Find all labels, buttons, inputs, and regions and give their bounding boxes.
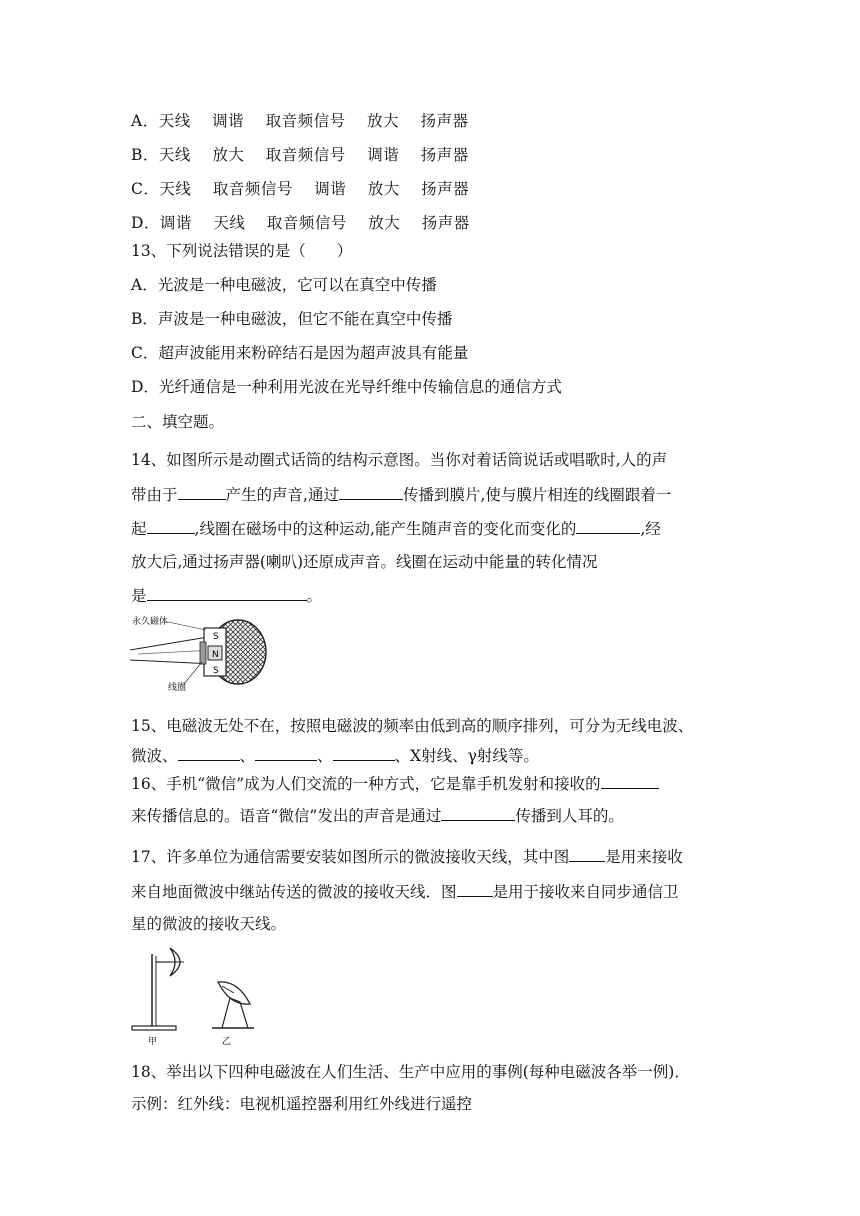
option-text: 天线	[213, 214, 246, 232]
answer-blank[interactable]	[441, 804, 515, 821]
q12-option-d	[131, 212, 470, 234]
option-text: 扬声器	[421, 180, 470, 198]
option-text: 调谐	[367, 146, 400, 164]
q13-stem: 13、下列说法错误的是（ ）	[131, 242, 353, 260]
q15-line2	[131, 744, 539, 767]
label-yi: 乙	[222, 1037, 232, 1047]
pole-n: N	[212, 650, 219, 660]
option-text: 调谐	[212, 112, 245, 130]
option-text: 调谐	[314, 180, 347, 198]
q13-option-c: C．超声波能用来粉碎结石是因为超声波具有能量	[131, 344, 469, 362]
antenna-diagram	[126, 944, 262, 1048]
text: 产生的声音,通过	[225, 486, 339, 504]
q13-option-a: A．光波是一种电磁波，它可以在真空中传播	[131, 276, 437, 294]
option-text: 取音频信号	[266, 214, 347, 232]
label-permanent-magnet: 永久磁体	[132, 617, 169, 627]
text: 、	[239, 747, 256, 765]
antenna-jia-base	[132, 1026, 176, 1030]
q14-line5	[131, 584, 322, 607]
q13-option-b: B．声波是一种电磁波，但它不能在真空中传播	[131, 310, 453, 328]
q14-line1: 14、如图所示是动圈式话筒的结构示意图。当你对着话筒说话或唱歌时,人的声	[131, 451, 668, 469]
text: 传播到人耳的。	[515, 807, 624, 825]
text: 带由于	[131, 486, 178, 504]
answer-blank[interactable]	[333, 744, 395, 761]
option-text: C．天线	[131, 180, 192, 198]
leader-coil	[184, 662, 202, 684]
text: 微波、	[131, 747, 178, 765]
pole-s-bottom: S	[213, 666, 219, 676]
answer-blank[interactable]	[147, 517, 195, 534]
label-coil: 线圈	[168, 683, 187, 693]
text: 是用来接收	[605, 848, 683, 866]
text: ,经	[640, 520, 661, 538]
microphone-diagram	[128, 612, 270, 694]
answer-blank[interactable]	[569, 845, 605, 862]
text: 是用于接收来自同步通信卫	[492, 883, 679, 901]
q13-option-d: D．光纤通信是一种利用光波在光导纤维中传输信息的通信方式	[131, 378, 562, 396]
option-text: 取音频信号	[265, 146, 346, 164]
text: 16、手机“微信”成为人们交流的一种方式，它是靠手机发射和接收的	[131, 775, 601, 793]
option-text: B．天线	[131, 146, 191, 164]
answer-blank[interactable]	[457, 880, 493, 897]
answer-blank[interactable]	[147, 584, 307, 601]
q17-line3: 星的微波的接收天线。	[131, 915, 287, 933]
q16-line1	[131, 772, 659, 795]
option-text: 放大	[367, 112, 400, 130]
option-text: 扬声器	[420, 112, 469, 130]
q14-line3	[131, 517, 661, 540]
answer-blank[interactable]	[178, 744, 240, 761]
answer-blank[interactable]	[339, 483, 403, 500]
option-text: 放大	[367, 180, 400, 198]
q17-line1	[131, 845, 683, 868]
text: 17、许多单位为通信需要安装如图所示的微波接收天线，其中图	[131, 848, 570, 866]
q14-line4: 放大后,通过扬声器(喇叭)还原成声音。线圈在运动中能量的转化情况	[131, 553, 598, 571]
option-text: D．调谐	[131, 214, 192, 232]
answer-blank[interactable]	[601, 772, 659, 789]
text: 起	[131, 520, 147, 538]
section-heading: 二、填空题。	[131, 413, 225, 431]
q15-line1: 15、电磁波无处不在，按照电磁波的频率由低到高的顺序排列，可分为无线电波、	[131, 717, 694, 735]
option-text: 取音频信号	[212, 180, 293, 198]
option-text: A．天线	[131, 112, 191, 130]
q12-option-b	[131, 144, 469, 166]
q14-line2	[131, 483, 671, 506]
text: 、	[317, 747, 333, 765]
text: ,线圈在磁场中的这种运动,能产生随声音的变化而变化的	[194, 520, 577, 538]
answer-blank[interactable]	[576, 517, 640, 534]
option-text: 扬声器	[420, 146, 469, 164]
q12-option-a	[131, 110, 469, 132]
q16-line2	[131, 804, 624, 827]
text: 传播到膜片,使与膜片相连的线圈跟着一	[402, 486, 672, 504]
q12-option-c	[131, 178, 469, 200]
text: 。	[306, 587, 323, 605]
option-text: 取音频信号	[265, 112, 346, 130]
leader-magnet	[168, 622, 206, 630]
pole-s-top: S	[213, 632, 219, 642]
q18-line2: 示例：红外线：电视机遥控器利用红外线进行遥控	[131, 1095, 473, 1113]
label-jia: 甲	[148, 1037, 158, 1047]
text: 、X射线、γ射线等。	[394, 747, 539, 765]
option-text: 扬声器	[421, 214, 470, 232]
option-text: 放大	[212, 146, 245, 164]
coil-block	[200, 642, 206, 664]
q17-line2	[131, 880, 679, 903]
text: 来自地面微波中继站传送的微波的接收天线．图	[131, 883, 457, 901]
text: 是	[131, 587, 147, 605]
answer-blank[interactable]	[178, 483, 226, 500]
q18-line1: 18、举出以下四种电磁波在人们生活、生产中应用的事例(每种电磁波各举一例)．	[131, 1063, 690, 1081]
text: 来传播信息的。语音“微信”发出的声音是通过	[131, 807, 442, 825]
option-text: 放大	[368, 214, 401, 232]
answer-blank[interactable]	[255, 744, 317, 761]
